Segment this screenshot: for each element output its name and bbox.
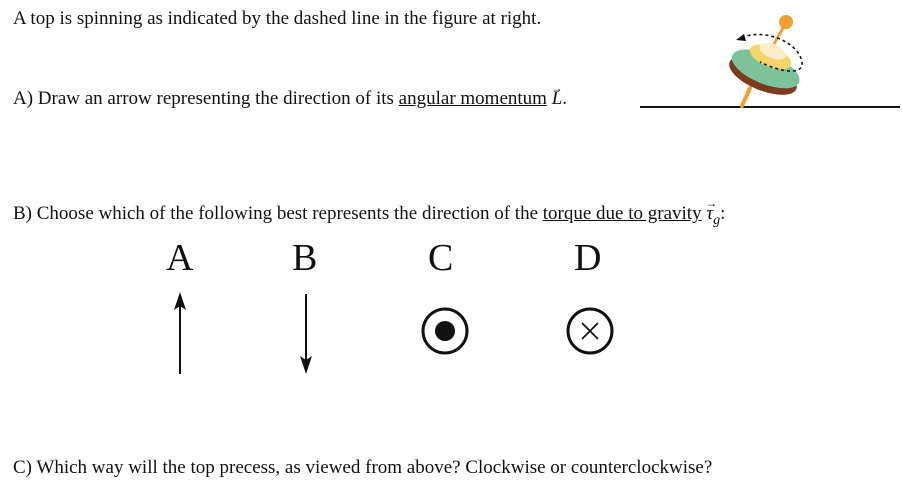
spinning-top-figure <box>720 10 820 110</box>
torque-subscript: g <box>713 213 721 228</box>
torque-symbol: → τ <box>706 203 713 224</box>
arrow-down-icon[interactable] <box>296 294 316 374</box>
angular-momentum-symbol: → L <box>552 88 563 109</box>
part-a-question <box>13 88 567 110</box>
choice-a-label: A <box>166 237 194 279</box>
part-b-question <box>13 203 725 232</box>
part-a-suffix: . <box>562 88 568 109</box>
torque-term: torque due to gravity <box>542 203 702 224</box>
part-b-suffix: : <box>720 203 726 224</box>
top-peg <box>742 88 750 106</box>
out-of-page-icon[interactable] <box>420 306 470 356</box>
arrow-up-icon[interactable] <box>170 292 190 374</box>
top-knob <box>779 15 793 29</box>
choice-c-label: C <box>428 237 454 279</box>
intro-text: A top is spinning as indicated by the dashed line in the figure at right. <box>13 8 542 29</box>
top-handle <box>774 26 784 44</box>
spin-arrowhead <box>736 34 746 41</box>
part-a-prefix: A) Draw an arrow representing the direction of its <box>13 88 399 109</box>
choice-d-label: D <box>574 237 602 279</box>
into-page-icon[interactable] <box>565 306 615 356</box>
part-b-prefix: B) Choose which of the following best represents the direction of the <box>13 203 543 224</box>
angular-momentum-term: angular momentum <box>398 88 547 109</box>
part-c-question: C) Which way will the top precess, as viewed from above? Clockwise or counterclockwise? <box>13 457 713 478</box>
choice-b-label: B <box>292 237 318 279</box>
